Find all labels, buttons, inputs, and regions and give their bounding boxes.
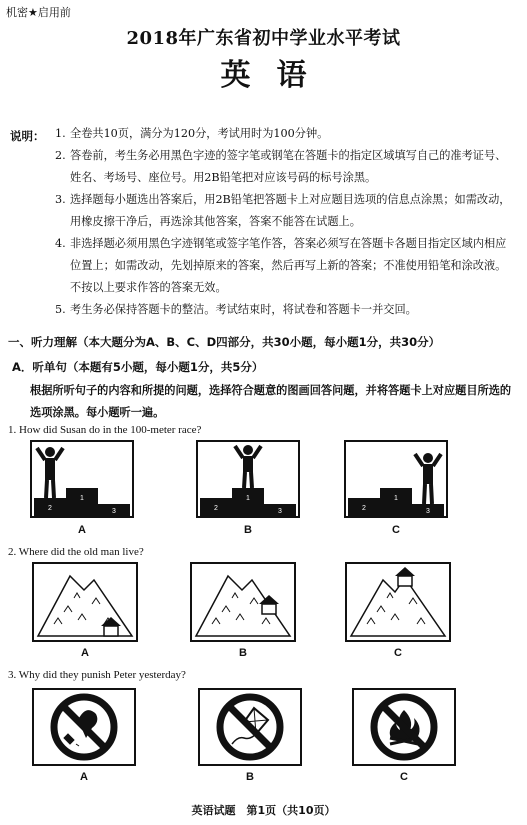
q2-option-b-label: B	[239, 647, 247, 659]
note-item: 4. 非选择题必须用黑色字迹钢笔或签字笔作答，答案必须写在答题卡各题目指定区域内相应位置上；如需改动，先划掉原来的答案，然后再写上新的答案；不准使用铅笔和涂改液。不按以上要求作答的答案无效。	[55, 237, 507, 294]
q2-option-a-label: A	[81, 647, 89, 659]
q1-option-a-picture[interactable]	[30, 440, 134, 518]
note-item: 2. 答卷前，考生务必用黑色字迹的签字笔或钢笔在答题卡的指定区域填写自己的准考证号、姓名、考场号、座位号。用2B铅笔把对应该号码的标号涂黑。	[55, 149, 507, 184]
podium-label: 3	[112, 508, 116, 515]
note-item: 3. 选择题每小题选出答案后，用2B铅笔把答题卡上对应题目选项的信息点涂黑；如需改动，用橡皮擦干净后，再选涂其他答案，答案不能答在试题上。	[55, 193, 511, 228]
q2-option-b-picture[interactable]	[190, 562, 296, 642]
exam-title: 2018年广东省初中学业水平考试	[126, 28, 401, 49]
mountain-house-icon	[34, 564, 136, 640]
podium-label: 2	[214, 505, 218, 512]
q2-option-a-picture[interactable]	[32, 562, 138, 642]
podium-label: 3	[278, 508, 282, 515]
confidential-label: 机密★启用前	[6, 6, 71, 19]
q2-option-c-label: C	[394, 647, 402, 659]
q3-option-b-picture[interactable]	[198, 688, 302, 766]
section-heading: 一、听力理解（本大题分为A、B、C、D四部分，共30小题，每小题1分，共30分）	[8, 335, 441, 349]
q3-option-b-label: B	[246, 771, 254, 783]
person-on-podium-icon	[198, 442, 298, 516]
q3-option-c-label: C	[400, 771, 408, 783]
question-2-prompt: 2. Where did the old man live?	[8, 546, 144, 558]
note-item: 5. 考生务必保持答题卡的整洁。考试结束时，将试卷和答题卡一并交回。	[55, 303, 417, 316]
no-fire-icon	[354, 690, 454, 764]
mountain-house-icon	[192, 564, 294, 640]
page-footer: 英语试题 第1页（共10页）	[191, 804, 336, 817]
no-kite-icon	[200, 690, 300, 764]
mountain-house-icon	[347, 564, 449, 640]
question-1-prompt: 1. How did Susan do in the 100-meter race?	[8, 424, 202, 436]
podium-label: 2	[362, 505, 366, 512]
no-littering-icon	[34, 690, 134, 764]
q3-option-a-picture[interactable]	[32, 688, 136, 766]
q3-option-a-label: A	[80, 771, 88, 783]
note-item: 1. 全卷共10页，满分为120分，考试用时为100分钟。	[55, 127, 329, 140]
q1-option-b-picture[interactable]	[196, 440, 300, 518]
podium-label: 1	[246, 495, 250, 502]
q1-option-a-label: A	[78, 524, 86, 536]
question-3-prompt: 3. Why did they punish Peter yesterday?	[8, 669, 186, 681]
podium-label: 1	[394, 495, 398, 502]
q1-option-c-label: C	[392, 524, 400, 536]
podium-label: 2	[48, 505, 52, 512]
podium-label: 3	[426, 508, 430, 515]
q3-option-c-picture[interactable]	[352, 688, 456, 766]
person-on-podium-icon	[32, 442, 132, 516]
person-on-podium-icon	[346, 442, 446, 516]
q1-option-c-picture[interactable]	[344, 440, 448, 518]
notes-label: 说明：	[10, 129, 45, 143]
podium-label: 1	[80, 495, 84, 502]
q2-option-c-picture[interactable]	[345, 562, 451, 642]
part-a-instruction: 根据所听句子的内容和所提的问题，选择符合题意的图画回答问题，并将答题卡上对应题目所选的选项涂黑。每小题听一遍。	[30, 384, 512, 419]
q1-option-b-label: B	[244, 524, 252, 536]
part-a-heading: A．听单句（本题有5小题，每小题1分，共5分）	[12, 360, 264, 374]
subject-title: 英语	[220, 58, 333, 93]
